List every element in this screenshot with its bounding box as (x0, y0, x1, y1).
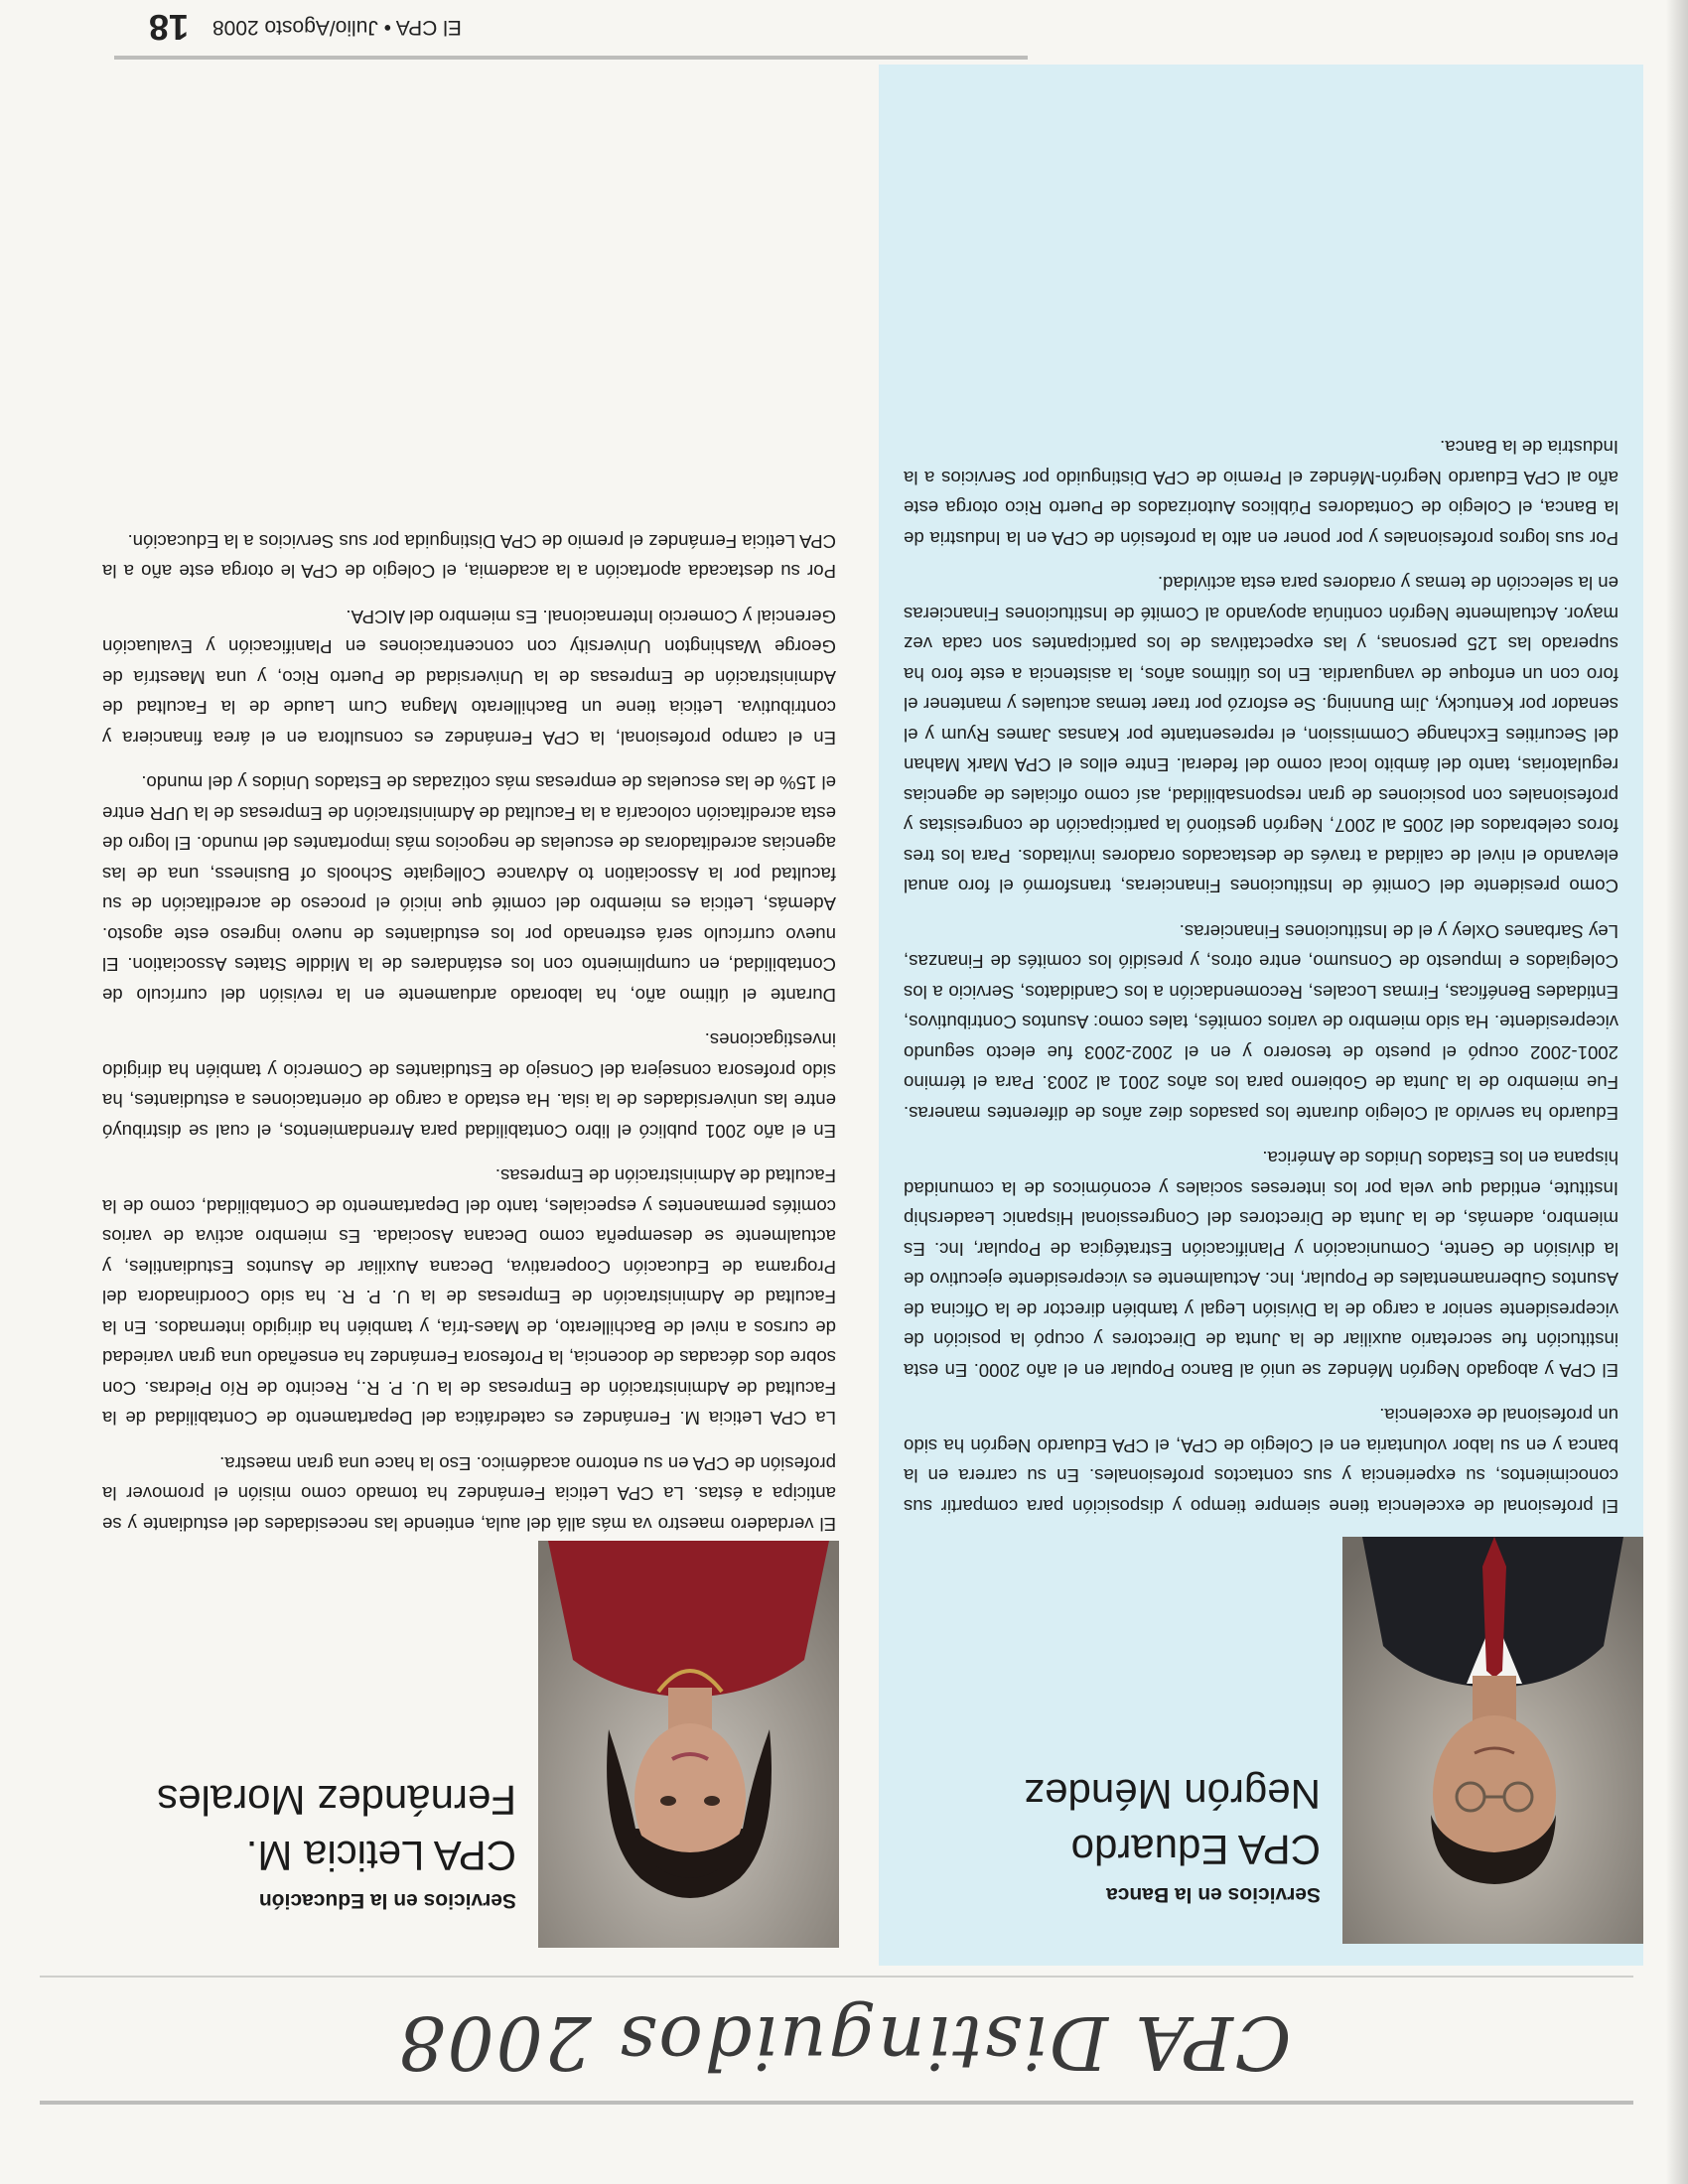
education-name-line1: CPA Leticia M. (245, 1833, 516, 1879)
banking-profile-header (879, 1559, 1643, 1966)
education-article-body (102, 511, 836, 1540)
education-paragraph: Por su destacada aportación a la academia, el Colegio de CPA le otorga este año a la CPA Leticia Fernández el premio de CPA Distinguida por sus Servicios a la Educación. (102, 531, 836, 583)
publication-info: El CPA • Julio/Agosto 2008 (211, 16, 462, 39)
education-paragraph: El verdadero maestro va más allá del aula, entiende las necesidades del estudiante y se anticipa a éstas. La CPA Leticia Fernández ha tomado como misión el promover la profesión de CPA en su entorno académico. Eso la hace una gran maestra. (102, 1453, 836, 1535)
banking-name-line1: CPA Eduardo (1070, 1827, 1321, 1873)
banking-article-body (904, 417, 1618, 1521)
education-heading (99, 1777, 516, 1930)
banking-category: Servicios en la Banca (1106, 1883, 1321, 1906)
footer-rule (114, 56, 1028, 60)
banking-paragraph: El profesional de excelencia tiene siempre tiempo y disposición para compartir sus conocimientos, su experiencia y sus contactos profesionales. En su carrera en la banca y en su labor voluntaria en el Colegio de CPA, el CPA Eduardo Negrón ha sido un profesional de excelencia. (904, 1405, 1618, 1517)
page-number: 18 (149, 7, 190, 48)
banking-profile (879, 65, 1643, 1966)
title-rule (40, 2101, 1633, 2105)
banking-paragraph: El CPA y abogado Negrón Méndez se unió al Banco Popular en el año 2000. En esta institución fue secretario auxiliar de la Junta de Directores y ocupó la posición de vicepresidente senior a cargo de la División Legal y también director de la Oficina de Asuntos Gubernamentales de Popular, Inc. Actualmente es vicepresidente ejecutivo de la división de Gente, Comunicación y Planificación Estratégica de Popular, Inc. Es miembro, además, de la Junta de Directores del Congressional Hispanic Leadership Institute, entidad que vela por los intereses sociales y económicos de la comunidad hispana en los Estados Unidos de América. (904, 1148, 1618, 1381)
page-title: CPA Distinguidos 2008 (396, 1999, 1292, 2085)
education-category: Servicios en la Educación (258, 1889, 516, 1912)
education-paragraph: La CPA Leticia M. Fernández es catedrática del Departamento de Contabilidad de la Facultad de Administración de Empresas de la U. P. R., Recinto de Río Piedras. Con sobre dos décadas de docencia, la Profesora Fernández ha enseñado una gran variedad de cursos a nivel de Bachillerato, de Maes-tría, y también ha dirigido internados. En la Facultad de Administración de Empresas de la U. P. R. ha sido Coordinadora del Programa de Educación Cooperativa, Decana Auxiliar de Asuntos Estudiantiles, y actualmente se desempeña como Decana Asociada. Es miembro activa de varios comités permanentes y especiales, tanto del Departamento de Contabilidad, como de la Facultad de Administración de Empresas. (102, 1165, 836, 1430)
title-rule (40, 1976, 1633, 1978)
banking-paragraph: Como presidente del Comité de Instituciones Financieras, transformó el foro anual elevando el nivel de calidad a través de destacados oradores invitados. Para los tres foros celebrados del 2005 al 2007, Negrón gestionó la participación de congresistas y profesionales con posiciones de gran responsabilidad, así como oficiales de agencias regulatorias, tanto del ámbito local como del federal. Entre ellos el CPA Mark Mahan del Securities Exchange Commission, el representante por Kansas James Ryum y el senador por Kentucky, Jim Bunning. Se esforzó por traer temas actuales y mantener el foro con un enfoque de vanguardia. En los últimos años, la asistencia a este foro ha superado las 125 personas, y las expectativas de los participantes son cada vez mayor. Actualmente Negrón continúa apoyando al Comité de Instituciones Financieras en la selección de temas y oradores para esta actividad. (904, 573, 1618, 897)
page-binding-edge (1666, 0, 1688, 2184)
education-name-line2: Fernández Morales (157, 1777, 516, 1824)
education-paragraph: Durante el último año, ha laborado arduamente en la revisión del currículo de Contabilidad, en cumplimiento con los estándares de la Middle States Association. El nuevo currículo será estrenado por los estudiantes de nuevo ingreso este agosto. Además, Leticia es miembro del comité que inició el proceso de acreditación de su facultad por la Association to Advance Collegiate Schools of Business, una de las agencias acreditadoras de escuelas de negocios más importantes del mundo. El logro de esta acreditación colocaría a la Facultad de Administración de Empresas de la UPR entre el 15% de las escuelas de empresas más cotizadas de Estados Unidos y del mundo. (102, 772, 836, 1006)
leticia-fernandez-portrait (538, 1541, 839, 1948)
education-profile-header (94, 1541, 844, 1948)
education-paragraph: En el año 2001 publicó el libro Contabilidad para Arrendamientos, el cual se distribuyó entre las universidades de la isla. Ha estado a cargo de orientaciones a estudiantes, ha sido profesora consejera del Consejo de Estudiantes de Comercio y también ha dirigido investigaciones. (102, 1029, 836, 1142)
eduardo-negron-portrait (1342, 1537, 1643, 1944)
banking-name-line2: Negrón Méndez (1024, 1771, 1321, 1818)
education-profile (94, 86, 844, 1948)
page-footer (149, 6, 606, 48)
banking-paragraph: Por sus logros profesionales y por poner en alto la profesión de CPA en la Industria de la Banca, el Colegio de Contadores Públicos Autorizados de Puerto Rico otorga este año al CPA Eduardo Negrón-Méndez el Premio de CPA Distinguido por Servicios a la Industria de la Banca. (904, 437, 1618, 549)
education-paragraph: En el campo profesional, la CPA Fernández es consultora en el área financiera y contributiva. Leticia tiene un Bachillerato Magna Cum Laude de la Facultad de Administración de Empresas de la Universidad de Puerto Rico, y una Maestría de George Washington University con concentraciones en Planificación y Evaluación Gerencial y Comercio Internacional. Es miembro del AICPA. (102, 607, 836, 749)
banking-paragraph: Eduardo ha servido al Colegio durante los pasados diez años de diferentes maneras. Fue miembro de la Junta de Gobierno para los años 2001 al 2003. Para el término 2001-2002 ocupó el puesto de tesorero y en el 2002-2003 fue electo segundo vicepresidente. Ha sido miembro de varios comités, tales como: Asuntos Contributivos, Entidades Benéficas, Firmas Locales, Recomendación a los Candidatos, Servicio a los Colegiados e Impuesto de Consumo, entre otros, y presidió los comités de Finanzas, Ley Sarbanes Oxley y el de Instituciones Financieras. (904, 921, 1618, 1124)
banking-heading (904, 1771, 1321, 1924)
